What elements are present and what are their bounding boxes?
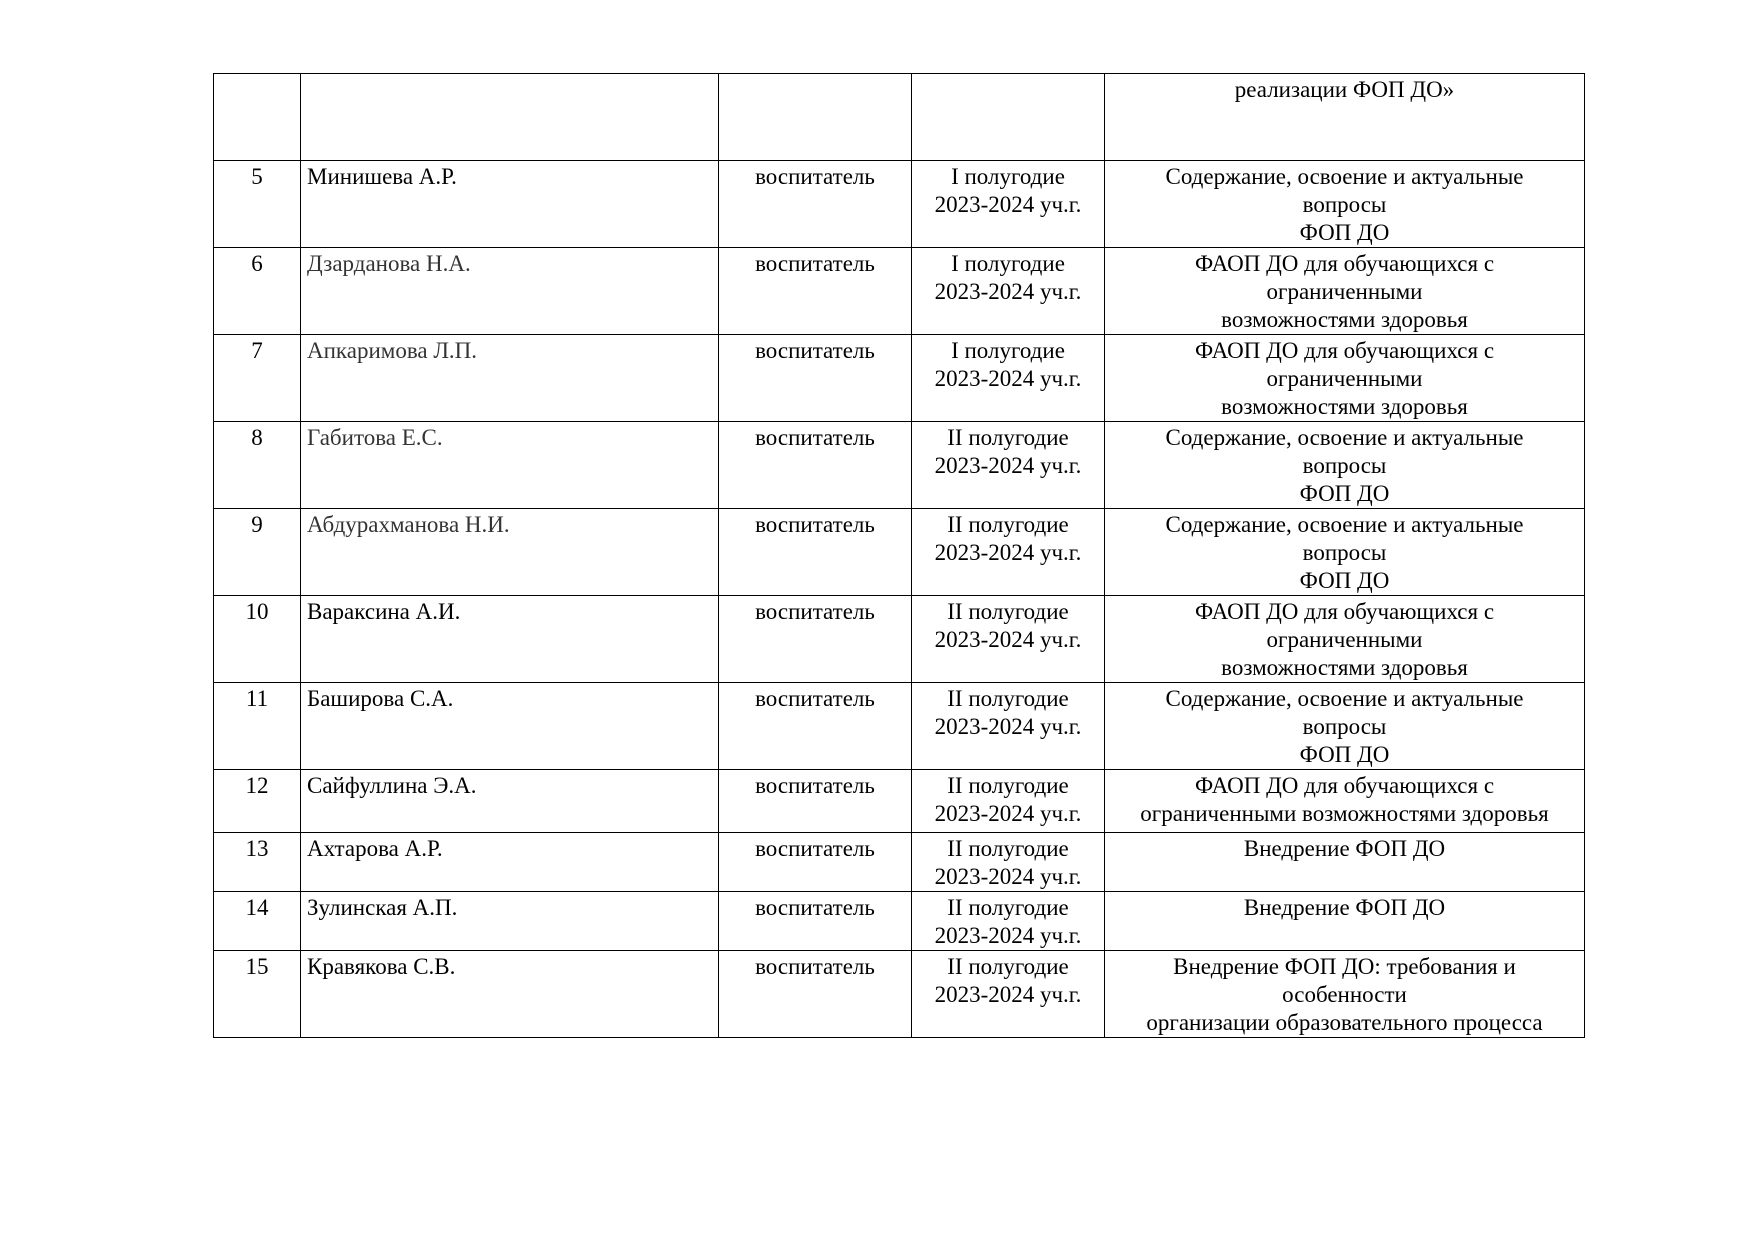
- term-line: 2023-2024 уч.г.: [934, 714, 1082, 739]
- position-cell: воспитатель: [719, 422, 912, 509]
- table-row: [214, 509, 1585, 596]
- employee-name-cell: Кравякова С.В.: [301, 951, 719, 1038]
- table-row: [214, 248, 1585, 335]
- term-line: 2023-2024 уч.г.: [934, 540, 1082, 565]
- term-line: II полугодие: [947, 895, 1069, 920]
- term-cell: [912, 770, 1105, 833]
- term-cell: [912, 422, 1105, 509]
- position-cell: воспитатель: [719, 770, 912, 833]
- topic-line: Содержание, освоение и актуальные: [1165, 512, 1524, 537]
- term-line: 2023-2024 уч.г.: [934, 801, 1082, 826]
- term-line: I полугодие: [951, 251, 1065, 276]
- course-topic-cell: [1105, 335, 1585, 422]
- term-line: 2023-2024 уч.г.: [934, 627, 1082, 652]
- topic-line: особенности: [1282, 982, 1407, 1007]
- term-cell: [912, 335, 1105, 422]
- topic-line: ФАОП ДО для обучающихся с: [1194, 338, 1495, 363]
- employee-name-cell: [301, 74, 719, 161]
- topic-line: ограниченными возможностями здоровья: [1140, 801, 1549, 826]
- topic-line: Внедрение ФОП ДО: [1243, 836, 1446, 861]
- topic-line: ФАОП ДО для обучающихся с: [1194, 251, 1495, 276]
- row-number-cell: 15: [214, 951, 301, 1038]
- employee-name-cell: Дзарданова Н.А.: [301, 248, 719, 335]
- employee-name-cell: Баширова С.А.: [301, 683, 719, 770]
- row-number-cell: [214, 74, 301, 161]
- topic-line: Содержание, освоение и актуальные: [1165, 425, 1524, 450]
- term-line: II полугодие: [947, 599, 1069, 624]
- topic-line: ФОП ДО: [1299, 481, 1390, 506]
- row-number-cell: 8: [214, 422, 301, 509]
- topic-line: возможностями здоровья: [1221, 394, 1468, 419]
- table-row: [214, 892, 1585, 951]
- employee-name-cell: Сайфуллина Э.А.: [301, 770, 719, 833]
- topic-line: ФОП ДО: [1299, 742, 1390, 767]
- topic-line: реализации ФОП ДО»: [1234, 77, 1455, 102]
- position-cell: воспитатель: [719, 892, 912, 951]
- topic-line: Внедрение ФОП ДО: требования и: [1173, 954, 1516, 979]
- row-number-cell: 14: [214, 892, 301, 951]
- topic-line: возможностями здоровья: [1221, 307, 1468, 332]
- term-line: II полугодие: [947, 512, 1069, 537]
- table-row: [214, 422, 1585, 509]
- topic-line: Содержание, освоение и актуальные: [1165, 164, 1524, 189]
- term-line: 2023-2024 уч.г.: [934, 279, 1082, 304]
- term-line: II полугодие: [947, 954, 1069, 979]
- term-line: II полугодие: [947, 773, 1069, 798]
- row-number-cell: 10: [214, 596, 301, 683]
- position-cell: [719, 74, 912, 161]
- employee-name-cell: Вараксина А.И.: [301, 596, 719, 683]
- topic-line: ФАОП ДО для обучающихся с: [1194, 773, 1495, 798]
- position-cell: воспитатель: [719, 509, 912, 596]
- topic-line: вопросы: [1302, 714, 1387, 739]
- term-line: 2023-2024 уч.г.: [934, 453, 1082, 478]
- term-cell: [912, 892, 1105, 951]
- course-topic-cell: [1105, 833, 1585, 892]
- term-cell: [912, 833, 1105, 892]
- topic-line: Содержание, освоение и актуальные: [1165, 686, 1524, 711]
- term-line: 2023-2024 уч.г.: [934, 864, 1082, 889]
- term-cell: [912, 74, 1105, 161]
- table-row: [214, 770, 1585, 833]
- topic-line: ограниченными: [1266, 366, 1423, 391]
- topic-line: вопросы: [1302, 540, 1387, 565]
- position-cell: воспитатель: [719, 951, 912, 1038]
- course-topic-cell: [1105, 770, 1585, 833]
- term-line: II полугодие: [947, 686, 1069, 711]
- table-row: [214, 833, 1585, 892]
- position-cell: воспитатель: [719, 833, 912, 892]
- employee-name-cell: Абдурахманова Н.И.: [301, 509, 719, 596]
- course-topic-cell: [1105, 161, 1585, 248]
- topic-line: ФОП ДО: [1299, 568, 1390, 593]
- term-cell: [912, 161, 1105, 248]
- employee-name-cell: Габитова Е.С.: [301, 422, 719, 509]
- term-cell: [912, 596, 1105, 683]
- table-row: [214, 161, 1585, 248]
- term-cell: [912, 509, 1105, 596]
- term-cell: [912, 248, 1105, 335]
- course-topic-cell: [1105, 683, 1585, 770]
- topic-line: ограниченными: [1266, 279, 1423, 304]
- table-row: [214, 74, 1585, 161]
- row-number-cell: 7: [214, 335, 301, 422]
- topic-line: ФОП ДО: [1299, 220, 1390, 245]
- row-number-cell: 13: [214, 833, 301, 892]
- course-topic-cell: [1105, 74, 1585, 161]
- term-line: I полугодие: [951, 338, 1065, 363]
- position-cell: воспитатель: [719, 683, 912, 770]
- topic-line: ФАОП ДО для обучающихся с: [1194, 599, 1495, 624]
- term-cell: [912, 951, 1105, 1038]
- position-cell: воспитатель: [719, 596, 912, 683]
- row-number-cell: 12: [214, 770, 301, 833]
- topic-line: вопросы: [1302, 192, 1387, 217]
- course-topic-cell: [1105, 951, 1585, 1038]
- position-cell: воспитатель: [719, 335, 912, 422]
- term-line: 2023-2024 уч.г.: [934, 366, 1082, 391]
- course-topic-cell: [1105, 509, 1585, 596]
- term-line: I полугодие: [951, 164, 1065, 189]
- term-line: 2023-2024 уч.г.: [934, 192, 1082, 217]
- course-topic-cell: [1105, 422, 1585, 509]
- topic-line: возможностями здоровья: [1221, 655, 1468, 680]
- row-number-cell: 6: [214, 248, 301, 335]
- course-topic-cell: [1105, 892, 1585, 951]
- term-line: 2023-2024 уч.г.: [934, 923, 1082, 948]
- term-cell: [912, 683, 1105, 770]
- table-row: [214, 596, 1585, 683]
- employee-name-cell: Апкаримова Л.П.: [301, 335, 719, 422]
- term-line: 2023-2024 уч.г.: [934, 982, 1082, 1007]
- row-number-cell: 9: [214, 509, 301, 596]
- row-number-cell: 11: [214, 683, 301, 770]
- topic-line: ограниченными: [1266, 627, 1423, 652]
- training-schedule-table: [213, 73, 1585, 1038]
- employee-name-cell: Зулинская А.П.: [301, 892, 719, 951]
- table-body: [214, 74, 1585, 1038]
- table-row: [214, 335, 1585, 422]
- topic-line: вопросы: [1302, 453, 1387, 478]
- table-row: [214, 951, 1585, 1038]
- topic-line: организации образовательного процесса: [1146, 1010, 1543, 1035]
- row-number-cell: 5: [214, 161, 301, 248]
- course-topic-cell: [1105, 596, 1585, 683]
- topic-line: Внедрение ФОП ДО: [1243, 895, 1446, 920]
- term-line: II полугодие: [947, 836, 1069, 861]
- table-row: [214, 683, 1585, 770]
- term-line: II полугодие: [947, 425, 1069, 450]
- position-cell: воспитатель: [719, 161, 912, 248]
- employee-name-cell: Ахтарова А.Р.: [301, 833, 719, 892]
- employee-name-cell: Минишева А.Р.: [301, 161, 719, 248]
- position-cell: воспитатель: [719, 248, 912, 335]
- course-topic-cell: [1105, 248, 1585, 335]
